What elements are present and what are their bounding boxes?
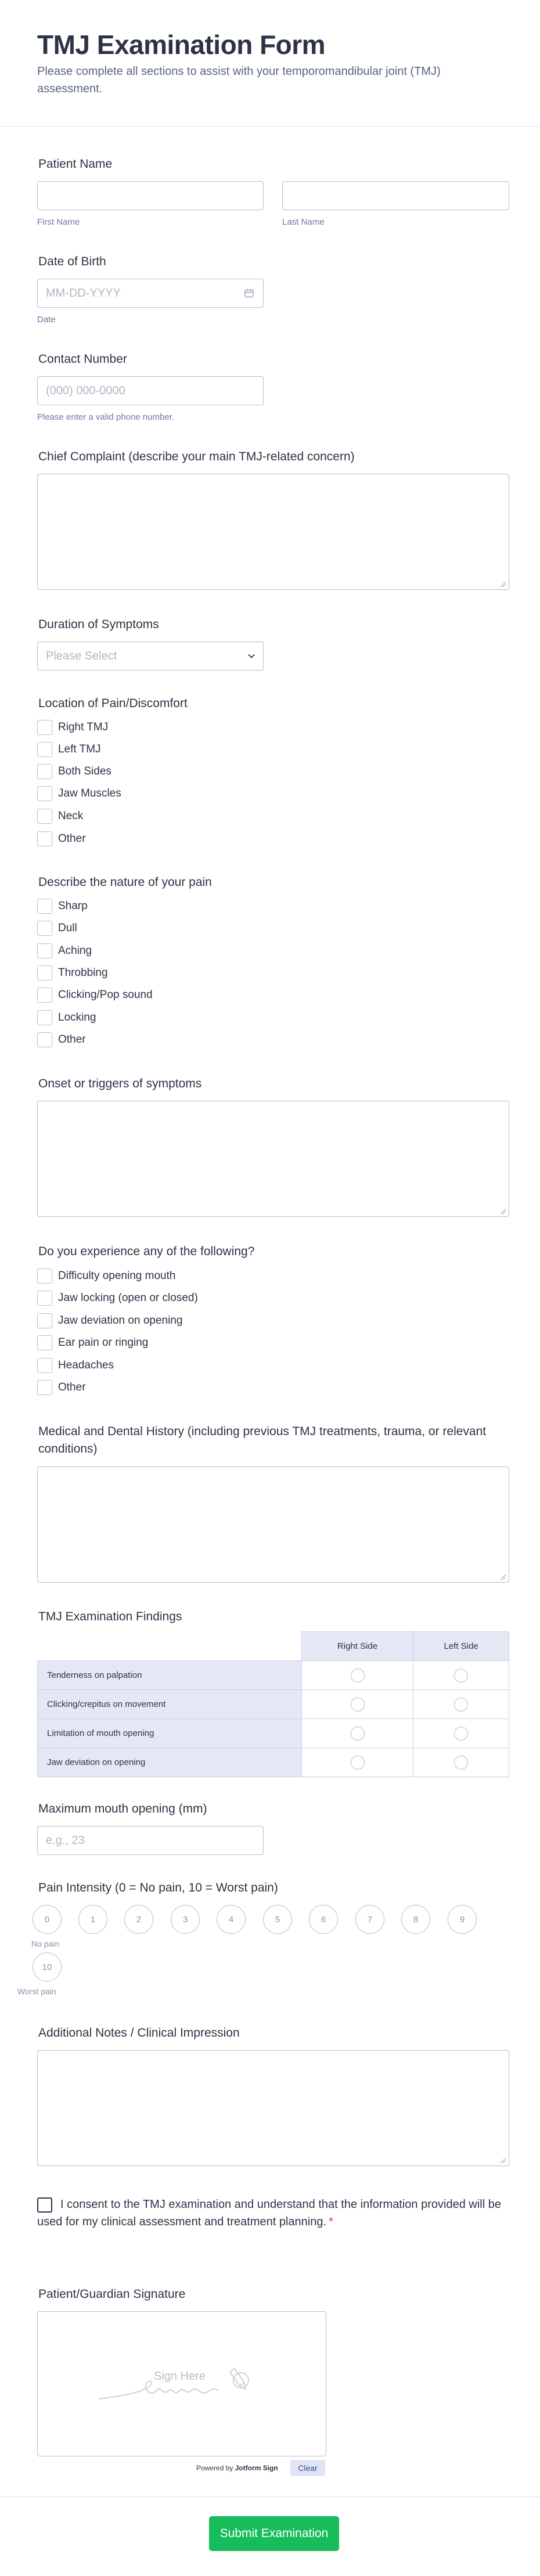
- powered-by: Powered by Jotform Sign: [196, 2464, 278, 2472]
- radio-button[interactable]: [351, 1698, 365, 1712]
- form-subtitle: Please complete all sections to assist with your temporomandibular joint (TMJ) assessment.: [37, 65, 441, 95]
- resize-grip-icon[interactable]: [499, 2157, 506, 2164]
- resize-grip-icon[interactable]: [499, 1208, 506, 1215]
- checkbox[interactable]: [37, 764, 52, 779]
- experience-option[interactable]: Jaw locking (open or closed): [37, 1291, 198, 1306]
- last-name-sublabel: Last Name: [282, 217, 325, 227]
- experience-option[interactable]: Other: [37, 1380, 86, 1395]
- submit-button[interactable]: Submit Examination: [209, 2516, 339, 2551]
- dob-label: Date of Birth: [38, 255, 106, 268]
- matrix-row-label: Jaw deviation on opening: [38, 1748, 302, 1777]
- onset-label: Onset or triggers of symptoms: [38, 1077, 202, 1090]
- radio-button[interactable]: [454, 1698, 468, 1712]
- location-option[interactable]: Neck: [37, 809, 83, 824]
- checkbox[interactable]: [37, 742, 52, 757]
- location-option[interactable]: Right TMJ: [37, 720, 108, 735]
- scale-option-9[interactable]: 9: [448, 1905, 477, 1934]
- onset-textarea[interactable]: [37, 1101, 509, 1217]
- checkbox[interactable]: [37, 943, 52, 959]
- notes-label: Additional Notes / Clinical Impression: [38, 2026, 240, 2040]
- matrix-column-header: Left Side: [413, 1632, 509, 1661]
- scale-min-caption: No pain: [31, 1939, 60, 1948]
- first-name-sublabel: First Name: [37, 217, 80, 227]
- radio-button[interactable]: [454, 1727, 468, 1741]
- consent-text: I consent to the TMJ examination and understand that the information provided will be used for my clinical assessment and treatment planning. *: [37, 2198, 501, 2228]
- nature-option[interactable]: Clicking/Pop sound: [37, 988, 153, 1003]
- checkbox[interactable]: [37, 1010, 52, 1025]
- scale-max-caption: Worst pain: [17, 1987, 56, 1996]
- dob-input[interactable]: [37, 279, 264, 308]
- radio-button[interactable]: [351, 1727, 365, 1741]
- dob-sublabel: Date: [37, 315, 56, 325]
- phone-sublabel: Please enter a valid phone number.: [37, 412, 174, 422]
- mouth-opening-input[interactable]: [37, 1826, 264, 1855]
- patient-name-label: Patient Name: [38, 157, 113, 171]
- location-option[interactable]: Left TMJ: [37, 742, 101, 757]
- mouth-opening-label: Maximum mouth opening (mm): [38, 1802, 207, 1815]
- experience-option[interactable]: Headaches: [37, 1358, 114, 1373]
- checkbox[interactable]: [37, 965, 52, 981]
- clear-signature-button[interactable]: Clear: [290, 2460, 325, 2476]
- form-header: [0, 0, 540, 127]
- pain-intensity-label: Pain Intensity (0 = No pain, 10 = Worst pain): [38, 1881, 278, 1894]
- checkbox[interactable]: [37, 899, 52, 914]
- calendar-icon[interactable]: [244, 288, 254, 298]
- chevron-down-icon: [247, 651, 256, 661]
- chief-complaint-textarea[interactable]: [37, 474, 509, 590]
- checkbox[interactable]: [37, 809, 52, 824]
- nature-option[interactable]: Other: [37, 1032, 86, 1047]
- radio-button[interactable]: [351, 1669, 365, 1682]
- checkbox[interactable]: [37, 921, 52, 936]
- scale-option-8[interactable]: 8: [401, 1905, 430, 1934]
- matrix-row-label: Tenderness on palpation: [38, 1661, 302, 1690]
- scale-option-10[interactable]: 10: [33, 1952, 62, 1981]
- checkbox[interactable]: [37, 1380, 52, 1395]
- nature-option[interactable]: Sharp: [37, 899, 88, 914]
- signature-pad[interactable]: [37, 2311, 326, 2456]
- radio-button[interactable]: [454, 1756, 468, 1770]
- checkbox[interactable]: [37, 1032, 52, 1047]
- duration-selected-value: Please Select: [46, 650, 117, 662]
- matrix-row-label: Limitation of mouth opening: [38, 1719, 302, 1748]
- scale-option-2[interactable]: 2: [124, 1905, 153, 1934]
- matrix-row-label: Clicking/crepitus on movement: [38, 1690, 302, 1719]
- signature-hint: Sign Here: [154, 2370, 206, 2383]
- checkbox[interactable]: [37, 1291, 52, 1306]
- matrix-row: [38, 1661, 509, 1690]
- checkbox[interactable]: [37, 1269, 52, 1284]
- location-label: Location of Pain/Discomfort: [38, 697, 188, 710]
- location-option[interactable]: Both Sides: [37, 764, 111, 779]
- resize-grip-icon[interactable]: [499, 1573, 506, 1580]
- scale-option-1[interactable]: 1: [78, 1905, 107, 1934]
- matrix-column-header: Right Side: [302, 1632, 413, 1661]
- checkbox[interactable]: [37, 1335, 52, 1350]
- last-name-input[interactable]: [282, 181, 509, 210]
- checkbox[interactable]: [37, 1358, 52, 1373]
- resize-grip-icon[interactable]: [499, 581, 506, 588]
- checkbox[interactable]: [37, 786, 52, 801]
- checkbox[interactable]: [37, 1313, 52, 1328]
- scale-option-0[interactable]: 0: [33, 1905, 62, 1934]
- notes-textarea[interactable]: [37, 2050, 509, 2166]
- checkbox[interactable]: [37, 988, 52, 1003]
- scale-option-3[interactable]: 3: [171, 1905, 200, 1934]
- nature-option[interactable]: Locking: [37, 1010, 96, 1025]
- history-label: Medical and Dental History (including previous TMJ treatments, trauma, or relevant conditions): [38, 1425, 487, 1455]
- required-asterisk: *: [329, 2215, 333, 2228]
- nature-option[interactable]: Dull: [37, 921, 77, 936]
- radio-button[interactable]: [351, 1756, 365, 1770]
- chief-complaint-label: Chief Complaint (describe your main TMJ-related concern): [38, 450, 355, 463]
- nature-option[interactable]: Throbbing: [37, 965, 108, 981]
- findings-matrix: [37, 1631, 509, 1777]
- experience-label: Do you experience any of the following?: [38, 1245, 255, 1258]
- scale-option-5[interactable]: 5: [263, 1905, 292, 1934]
- location-option[interactable]: Jaw Muscles: [37, 786, 121, 801]
- signature-label: Patient/Guardian Signature: [38, 2287, 186, 2301]
- experience-option[interactable]: Difficulty opening mouth: [37, 1269, 175, 1284]
- findings-label: TMJ Examination Findings: [38, 1610, 182, 1623]
- experience-option[interactable]: Ear pain or ringing: [37, 1335, 148, 1350]
- nature-label: Describe the nature of your pain: [38, 876, 212, 889]
- duration-select[interactable]: [37, 642, 264, 671]
- radio-button[interactable]: [454, 1669, 468, 1682]
- footer-divider: [0, 2496, 540, 2497]
- checkbox[interactable]: [37, 720, 52, 735]
- matrix-row: [38, 1719, 509, 1748]
- scale-option-7[interactable]: 7: [355, 1905, 384, 1934]
- contact-label: Contact Number: [38, 352, 127, 366]
- matrix-row: [38, 1690, 509, 1719]
- matrix-row: [38, 1748, 509, 1777]
- nature-option[interactable]: Aching: [37, 943, 92, 959]
- history-textarea[interactable]: [37, 1467, 509, 1583]
- form-title: TMJ Examination Form: [37, 30, 326, 60]
- location-option[interactable]: Other: [37, 831, 86, 846]
- phone-input[interactable]: [37, 376, 264, 405]
- experience-option[interactable]: Jaw deviation on opening: [37, 1313, 182, 1328]
- first-name-input[interactable]: [37, 181, 264, 210]
- scale-option-6[interactable]: 6: [309, 1905, 338, 1934]
- checkbox[interactable]: [37, 831, 52, 846]
- duration-label: Duration of Symptoms: [38, 618, 159, 631]
- scale-option-4[interactable]: 4: [217, 1905, 246, 1934]
